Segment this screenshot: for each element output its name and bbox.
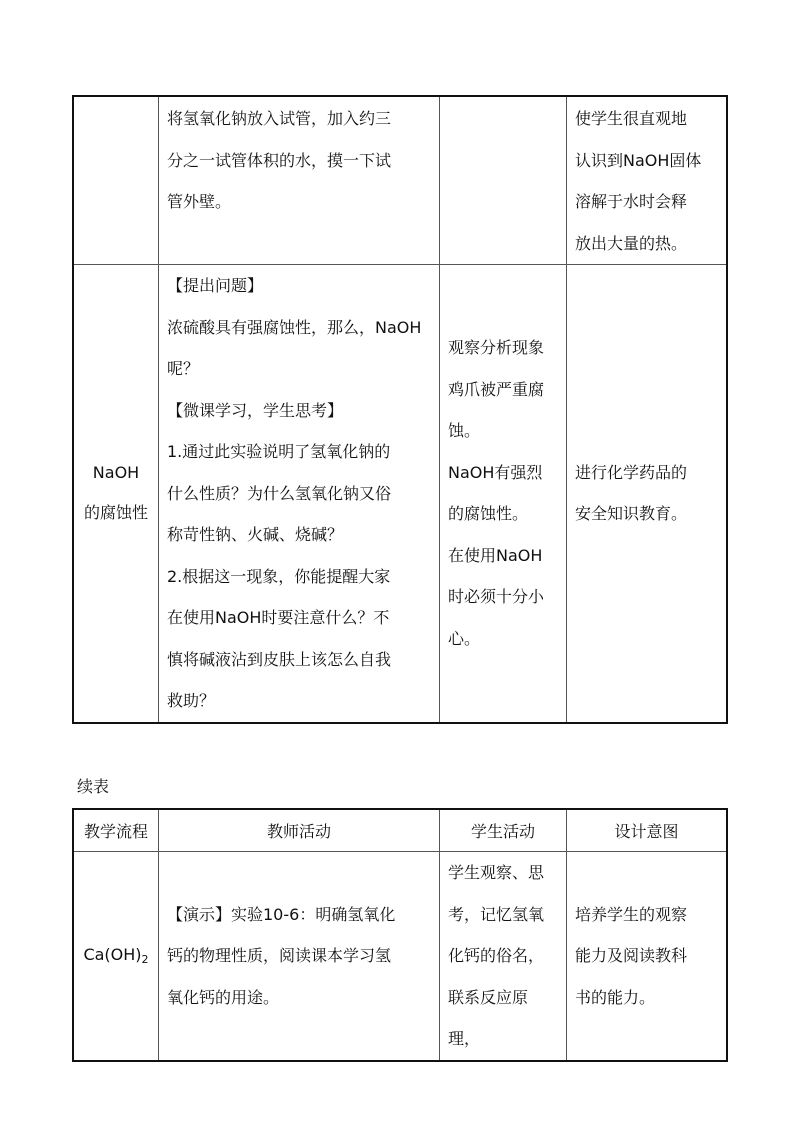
text-line: 【演示】实验10-6：明确氢氧化 <box>167 904 396 924</box>
flow-cell <box>73 852 159 1061</box>
design-intent-cell <box>567 852 728 1061</box>
text-line: NaOH有强烈 <box>448 462 543 482</box>
table-row <box>73 96 727 265</box>
text-line: 浓硫酸具有强腐蚀性，那么，NaOH <box>167 317 422 337</box>
text-line: 的腐蚀性 <box>83 503 148 523</box>
text-line: 称苛性钠、火碱、烧碱？ <box>167 525 344 544</box>
teacher-activity-cell <box>159 852 440 1061</box>
text-line: 1.通过此实验说明了氢氧化钠的 <box>167 442 391 461</box>
column-header: 教学流程 <box>73 809 159 852</box>
flow-cell <box>73 265 159 723</box>
text-line: 分之一试管体积的水，摸一下试 <box>167 150 392 170</box>
table-row <box>73 265 727 723</box>
design-intent-cell <box>567 96 728 265</box>
table-caption: 续表 <box>77 777 110 796</box>
teacher-activity-cell <box>159 96 440 265</box>
teacher-activity-cell <box>159 265 440 723</box>
formula: $Ca(OH)_2$ <box>83 945 149 967</box>
text-line: 蚀。 <box>448 421 481 441</box>
column-header: 学生活动 <box>440 809 567 852</box>
text-line: 使学生很直观地 <box>575 109 688 128</box>
text-line: 将氢氧化钠放入试管，加入约三 <box>167 109 392 128</box>
lesson-table <box>72 808 728 1062</box>
text-line: 考，记忆氢氧 <box>448 904 545 924</box>
text-line: 心。 <box>448 628 481 648</box>
lesson-table-continued <box>72 95 728 724</box>
text-line: 联系反应原理， <box>448 987 529 1048</box>
text-line: 观察分析现象 <box>448 338 545 358</box>
text-line: 能力及阅读教科 <box>575 946 688 965</box>
text-line: 钙的物理性质，阅读课本学习氢 <box>167 946 392 965</box>
text-line: 书的能力。 <box>575 987 656 1007</box>
design-intent-cell <box>567 265 728 723</box>
student-activity-cell <box>440 96 567 265</box>
text-line: 【微课学习，学生思考】 <box>167 400 344 420</box>
text-line: 鸡爪被严重腐 <box>448 379 545 399</box>
text-line: 学生观察、思 <box>448 863 545 882</box>
student-activity-cell <box>440 852 567 1061</box>
text-line: 氧化钙的用途。 <box>167 987 280 1007</box>
text-line: 时必须十分小 <box>448 587 545 607</box>
text-line: 放出大量的热。 <box>575 233 688 253</box>
text-line: NaOH <box>92 463 140 483</box>
student-activity-cell <box>440 265 567 723</box>
table-row <box>73 852 727 1061</box>
text-line: 【提出问题】 <box>167 276 264 295</box>
text-line: 在使用NaOH <box>448 545 543 565</box>
text-line: 的腐蚀性。 <box>448 504 529 524</box>
text-line: 在使用NaOH时要注意什么？不 <box>167 608 390 627</box>
text-line: 安全知识教育。 <box>575 504 688 524</box>
text-line: 慎将碱液沾到皮肤上该怎么自我 <box>167 649 392 669</box>
text-line: 培养学生的观察 <box>575 904 688 924</box>
text-line: 2.根据这一现象，你能提醒大家 <box>167 566 391 586</box>
text-line: 化钙的俗名， <box>448 946 545 965</box>
column-header: 设计意图 <box>567 809 728 852</box>
table-header-row <box>73 809 727 852</box>
text-line: 呢？ <box>167 359 200 378</box>
column-header: 教师活动 <box>159 809 440 852</box>
text-line: 认识到NaOH固体 <box>575 150 702 170</box>
flow-cell <box>73 96 159 265</box>
text-line: 管外壁。 <box>167 192 232 211</box>
text-line: 溶解于水时会释 <box>575 192 688 211</box>
text-line: 什么性质？为什么氢氧化钠又俗 <box>167 483 392 503</box>
text-line: 救助？ <box>167 691 216 710</box>
text-line: 进行化学药品的 <box>575 462 688 482</box>
